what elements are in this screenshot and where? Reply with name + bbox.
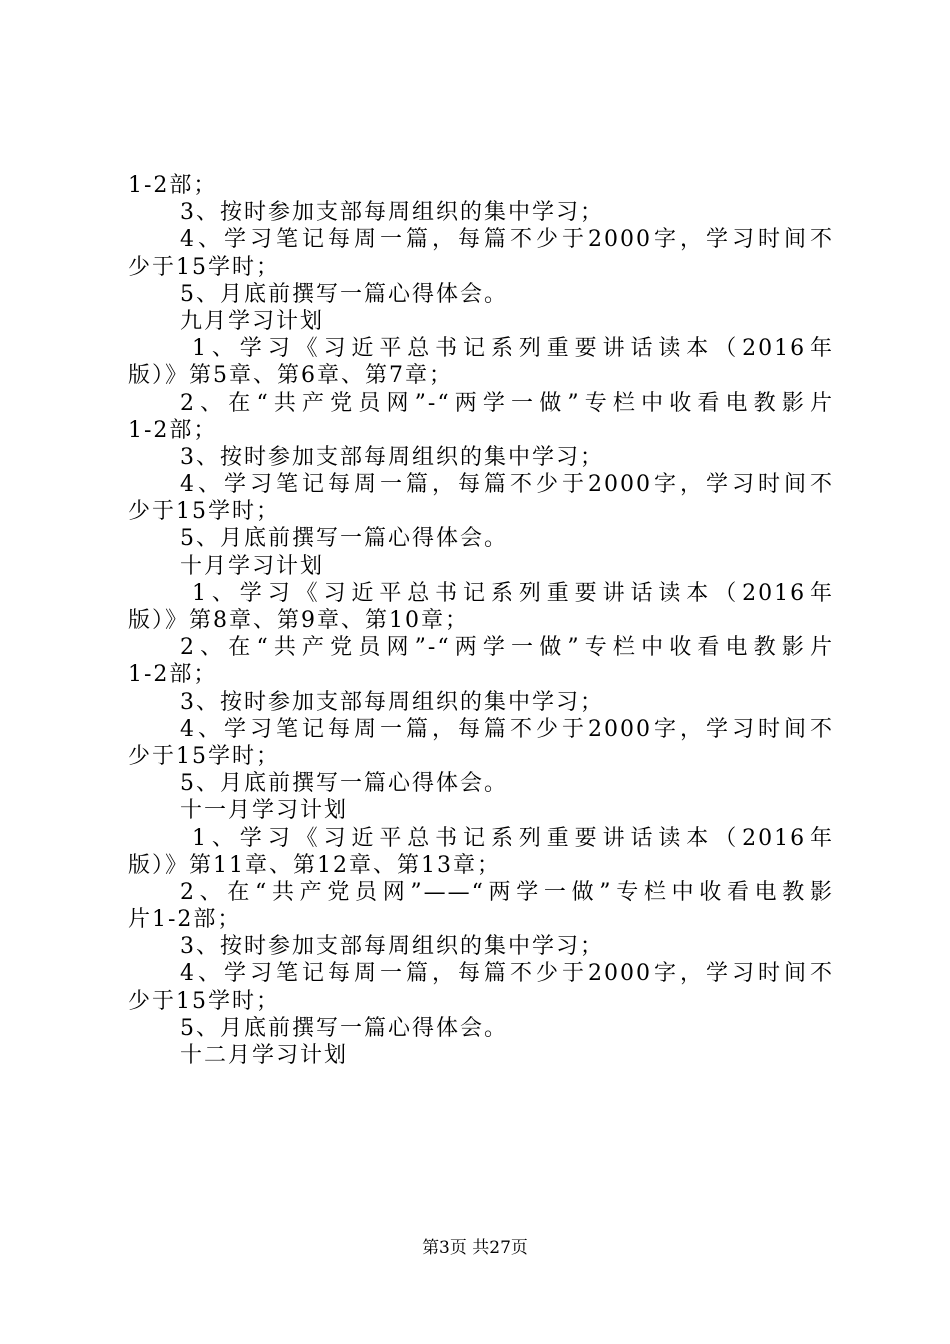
body-line: 2、在“共产党员网”-“两学一做”专栏中收看电教影片 [180,635,834,661]
body-line: 版）》第11章、第12章、第13章； [128,852,501,878]
body-line: 1-2部； [128,417,218,443]
body-line: 少于15学时； [128,499,280,525]
body-line: 5、月底前撰写一篇心得体会。 [180,526,508,552]
body-line: 版）》第5章、第6章、第7章； [128,363,453,389]
body-line: 1、学习《习近平总书记系列重要讲话读本（2016年 [192,336,834,362]
section-heading: 十二月学习计划 [180,1043,349,1068]
body-line: 5、月底前撰写一篇心得体会。 [180,281,508,307]
body-line: 5、月底前撰写一篇心得体会。 [180,1015,508,1041]
body-line: 4、学习笔记每周一篇，每篇不少于2000字，学习时间不 [180,961,834,987]
body-line: 4、学习笔记每周一篇，每篇不少于2000字，学习时间不 [180,227,834,253]
body-line: 3、按时参加支部每周组织的集中学习； [180,200,604,226]
body-line: 5、月底前撰写一篇心得体会。 [180,771,508,797]
body-line: 1、学习《习近平总书记系列重要讲话读本（2016年 [192,825,834,851]
page-number-footer: 第3页 共27页 [422,1238,528,1258]
body-line: 4、学习笔记每周一篇，每篇不少于2000字，学习时间不 [180,716,834,742]
body-line: 少于15学时； [128,743,280,769]
section-heading: 十一月学习计划 [180,798,349,824]
section-heading: 九月学习计划 [180,308,325,334]
document-body [128,172,834,1069]
body-line: 少于15学时； [128,254,280,280]
body-line: 1-2部； [128,173,218,198]
body-line: 3、按时参加支部每周组织的集中学习； [180,444,604,470]
body-line: 少于15学时； [128,988,280,1014]
body-line: 2、在“共产党员网”-“两学一做”专栏中收看电教影片 [180,390,834,416]
body-line: 1、学习《习近平总书记系列重要讲话读本（2016年 [192,580,834,606]
body-line: 1-2部； [128,662,218,688]
body-line: 3、按时参加支部每周组织的集中学习； [180,689,604,715]
section-heading: 十月学习计划 [180,553,325,579]
body-line: 3、按时参加支部每周组织的集中学习； [180,934,604,960]
body-line: 2、在“共产党员网”——“两学一做”专栏中收看电教影 [180,879,834,905]
body-line: 4、学习笔记每周一篇，每篇不少于2000字，学习时间不 [180,472,834,498]
body-line: 片1-2部； [128,907,242,933]
body-line: 版）》第8章、第9章、第10章； [128,608,469,633]
